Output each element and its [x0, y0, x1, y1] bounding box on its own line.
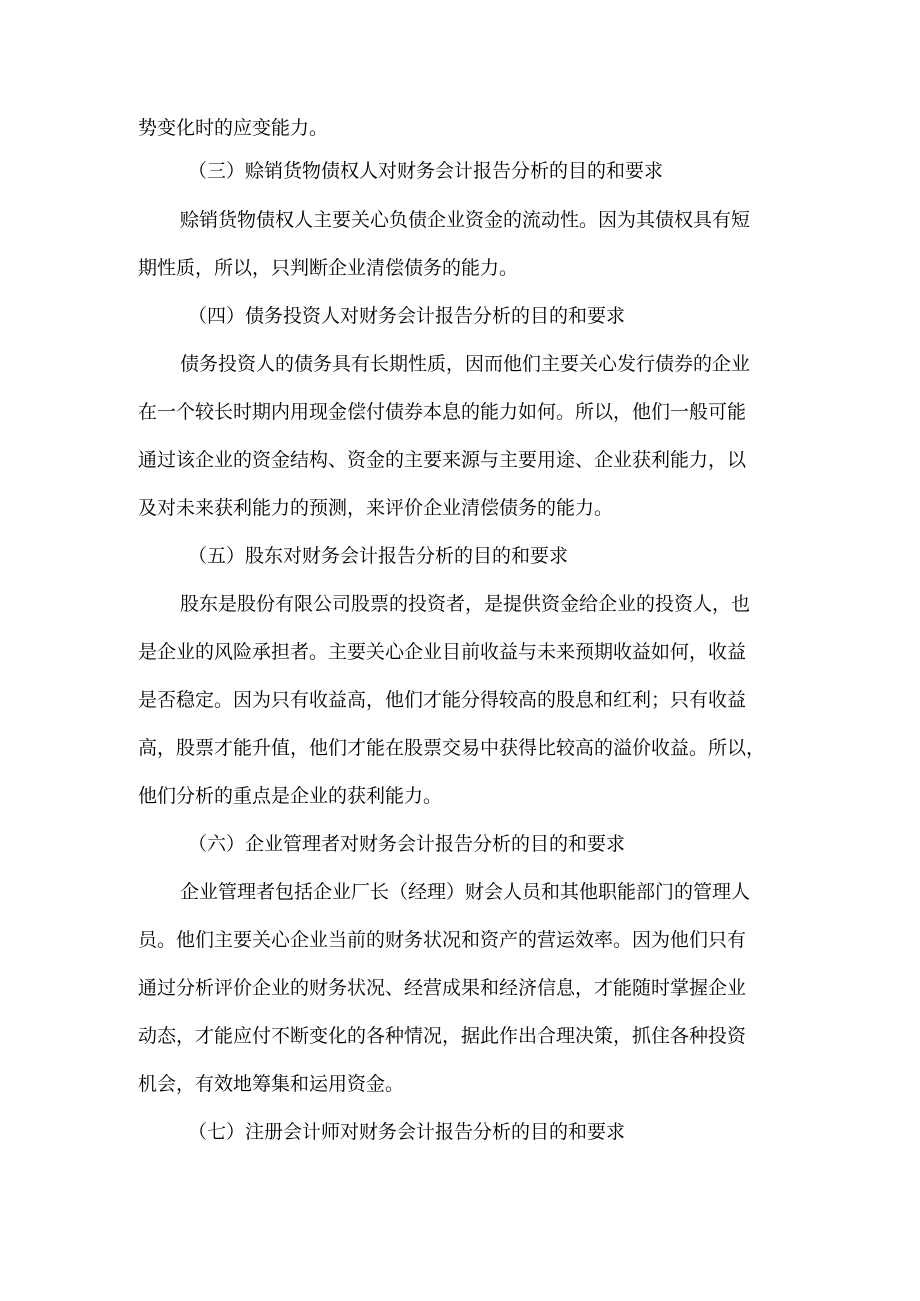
paragraph-line: 高，股票才能升值，他们才能在股票交易中获得比较高的溢价收益。所以，	[138, 737, 766, 759]
paragraph-line: 是企业的风险承担者。主要关心企业目前收益与未来预期收益如何，收益	[138, 641, 747, 663]
paragraph-line: 员。他们主要关心企业当前的财务状况和资产的营运效率。因为他们只有	[138, 929, 747, 951]
paragraph-line: 机会，有效地筹集和运用资金。	[138, 1073, 405, 1095]
paragraph-line: 动态，才能应付不断变化的各种情况，据此作出合理决策，抓住各种投资	[138, 1025, 747, 1047]
paragraph-line: 在一个较长时期内用现金偿付债券本息的能力如何。所以，他们一般可能	[138, 401, 747, 423]
paragraph-line: 赊销货物债权人主要关心负债企业资金的流动性。因为其债权具有短	[180, 209, 751, 231]
paragraph-line: 及对未来获利能力的预测，来评价企业清偿债务的能力。	[138, 497, 614, 519]
paragraph-line: 股东是股份有限公司股票的投资者，是提供资金给企业的投资人，也	[180, 593, 751, 615]
paragraph-line: 通过分析评价企业的财务状况、经营成果和经济信息，才能随时掌握企业	[138, 977, 747, 999]
paragraph-line: 期性质，所以，只判断企业清偿债务的能力。	[138, 257, 519, 279]
paragraph-line: 债务投资人的债务具有长期性质，因而他们主要关心发行债券的企业	[180, 353, 751, 375]
section-heading-3: （三）赊销货物债权人对财务会计报告分析的目的和要求	[188, 160, 664, 182]
paragraph-line: 他们分析的重点是企业的获利能力。	[138, 785, 443, 807]
section-heading-4: （四）债务投资人对财务会计报告分析的目的和要求	[188, 305, 626, 327]
paragraph-line: 通过该企业的资金结构、资金的主要来源与主要用途、企业获利能力，以	[138, 449, 747, 471]
paragraph-line: 势变化时的应变能力。	[138, 117, 329, 139]
section-heading-7: （七）注册会计师对财务会计报告分析的目的和要求	[188, 1121, 626, 1143]
section-heading-5: （五）股东对财务会计报告分析的目的和要求	[188, 545, 569, 567]
section-heading-6: （六）企业管理者对财务会计报告分析的目的和要求	[188, 833, 626, 855]
paragraph-line: 是否稳定。因为只有收益高，他们才能分得较高的股息和红利；只有收益	[138, 689, 747, 711]
paragraph-line: 企业管理者包括企业厂长（经理）财会人员和其他职能部门的管理人	[180, 881, 751, 903]
